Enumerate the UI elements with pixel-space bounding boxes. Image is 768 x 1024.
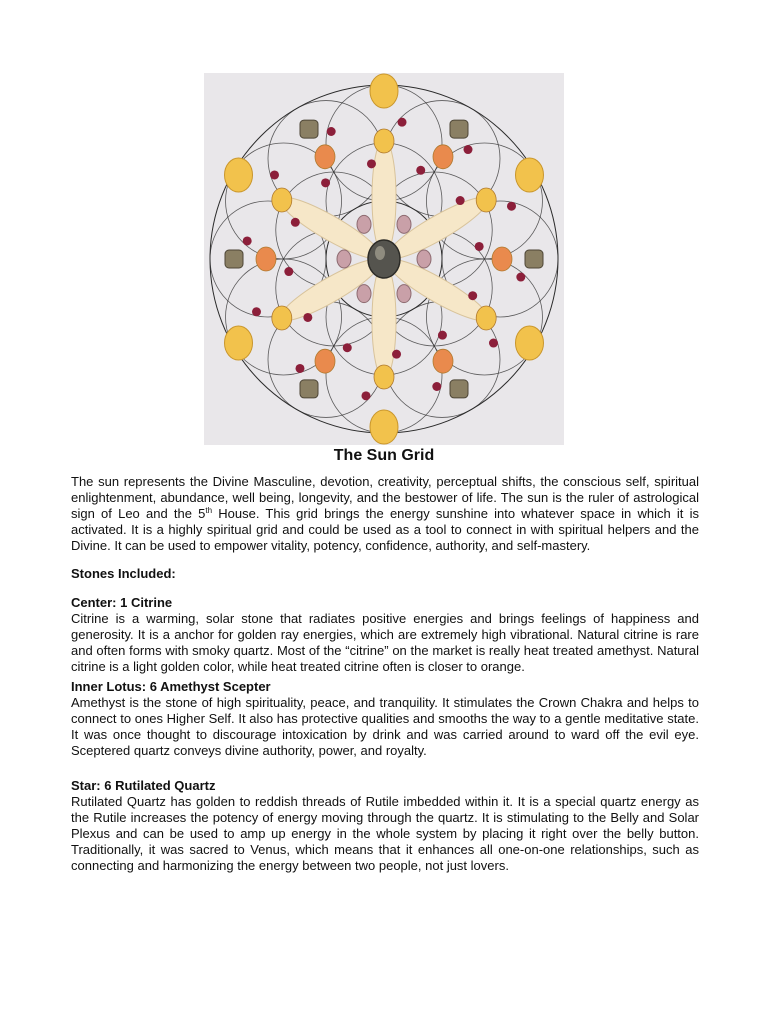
intro-text-part2: House. This grid brings the energy sunshine into whatever space in which it is activated. It is a highly spiritual grid and could be used as a tool to connect in with spiritual helpers and the Divine. It can be used to empower vitality, potency, confidence, authority, and self-mastery.: [71, 506, 699, 554]
stones-heading: Stones Included:: [71, 566, 176, 582]
garnet-bead: [343, 343, 352, 352]
citrine-point: [370, 410, 398, 444]
amethyst-scepter: [397, 215, 411, 233]
document-body: [71, 474, 699, 874]
garnet-bead: [475, 242, 484, 251]
carnelian-stone: [433, 349, 453, 373]
garnet-bead: [295, 364, 304, 373]
amethyst-scepter: [417, 250, 431, 268]
garnet-bead: [327, 127, 336, 136]
page-title: The Sun Grid: [333, 447, 435, 464]
rutilated-quartz-point: [372, 139, 396, 255]
citrine-point: [370, 74, 398, 108]
carnelian-stone: [315, 145, 335, 169]
garnet-bead: [252, 307, 261, 316]
intro-superscript: th: [205, 506, 213, 516]
garnet-bead: [303, 313, 312, 322]
center-citrine: [368, 240, 400, 278]
garnet-bead: [270, 170, 279, 179]
section-heading-inner-lotus: Inner Lotus: 6 Amethyst Scepter: [71, 679, 271, 695]
garnet-bead: [464, 145, 473, 154]
garnet-bead: [321, 178, 330, 187]
pyrite-cluster: [450, 380, 468, 398]
carnelian-stone: [492, 247, 512, 271]
garnet-bead: [468, 291, 477, 300]
citrine-stone: [476, 306, 496, 330]
garnet-bead: [398, 118, 407, 127]
citrine-point: [515, 158, 543, 192]
pyrite-cluster: [525, 250, 543, 268]
carnelian-stone: [315, 349, 335, 373]
carnelian-stone: [433, 145, 453, 169]
carnelian-stone: [256, 247, 276, 271]
garnet-bead: [361, 391, 370, 400]
pyrite-cluster: [225, 250, 243, 268]
citrine-stone: [374, 129, 394, 153]
pyrite-cluster: [450, 120, 468, 138]
amethyst-scepter: [337, 250, 351, 268]
garnet-bead: [438, 331, 447, 340]
citrine-point: [515, 326, 543, 360]
section-heading-star: Star: 6 Rutilated Quartz: [71, 777, 216, 793]
amethyst-scepter: [357, 285, 371, 303]
garnet-bead: [291, 218, 300, 227]
garnet-bead: [489, 339, 498, 348]
amethyst-scepter: [397, 285, 411, 303]
garnet-bead: [432, 382, 441, 391]
intro-paragraph: [71, 474, 699, 554]
rutilated-quartz-point: [372, 263, 396, 379]
garnet-bead: [392, 350, 401, 359]
section-heading-center: Center: 1 Citrine: [71, 594, 173, 610]
section-body-center: Citrine is a warming, solar stone that radiates positive energies and brings feelings of happiness and generosity. It is a anchor for golden ray energies, which are extremely high vibrational. Natural citrine is rare and often forms with smoky quartz. Most of the “citrine” on the market is really heat treated amethyst. Natural citrine is a light golden color, while heat treated citrine often is closer to orange.: [71, 610, 699, 674]
garnet-bead: [416, 166, 425, 175]
citrine-point: [225, 326, 253, 360]
garnet-bead: [243, 236, 252, 245]
citrine-stone: [272, 188, 292, 212]
citrine-stone: [476, 188, 496, 212]
citrine-stone: [272, 306, 292, 330]
amethyst-scepter: [357, 215, 371, 233]
center-highlight: [375, 246, 385, 260]
crystal-grid-illustration: [204, 73, 564, 445]
pyrite-cluster: [300, 380, 318, 398]
garnet-bead: [516, 273, 525, 282]
garnet-bead: [456, 196, 465, 205]
garnet-bead: [284, 267, 293, 276]
intro-text-part1: The sun represents the Divine Masculine, devotion, creativity, perceptual shifts, the conscious self, spiritual enlightenment, abundance, well being, longevity, and the bestower of life. The sun is the ruler of astrological sign of Leo and the 5: [71, 474, 699, 522]
section-body-inner-lotus: Amethyst is the stone of high spirituality, peace, and tranquility. It stimulates the Crown Chakra and helps to connect to ones Higher Self. It also has protective qualities and smooths the way to a gentle meditative state. It was once thought to discourage intoxication by drink and was carried around to ward off the evil eye. Sceptered quartz conveys divine authority, power, and royalty.: [71, 695, 699, 759]
pyrite-cluster: [300, 120, 318, 138]
citrine-stone: [374, 365, 394, 389]
garnet-bead: [507, 202, 516, 211]
garnet-bead: [367, 159, 376, 168]
sun-grid-photo: [204, 73, 564, 445]
citrine-point: [225, 158, 253, 192]
section-body-star: Rutilated Quartz has golden to reddish threads of Rutile imbedded within it. It is a special quartz energy as the Rutile increases the potency of energy moving through the quartz. It is stimulating to the Belly and Solar Plexus and can be used to amp up energy in the whole system by placing it right over the belly button. Traditionally, it was sacred to Venus, which means that it enhances all one-on-one relationships, such as connecting and harmonizing the energy between two people, not just lovers.: [71, 793, 699, 873]
